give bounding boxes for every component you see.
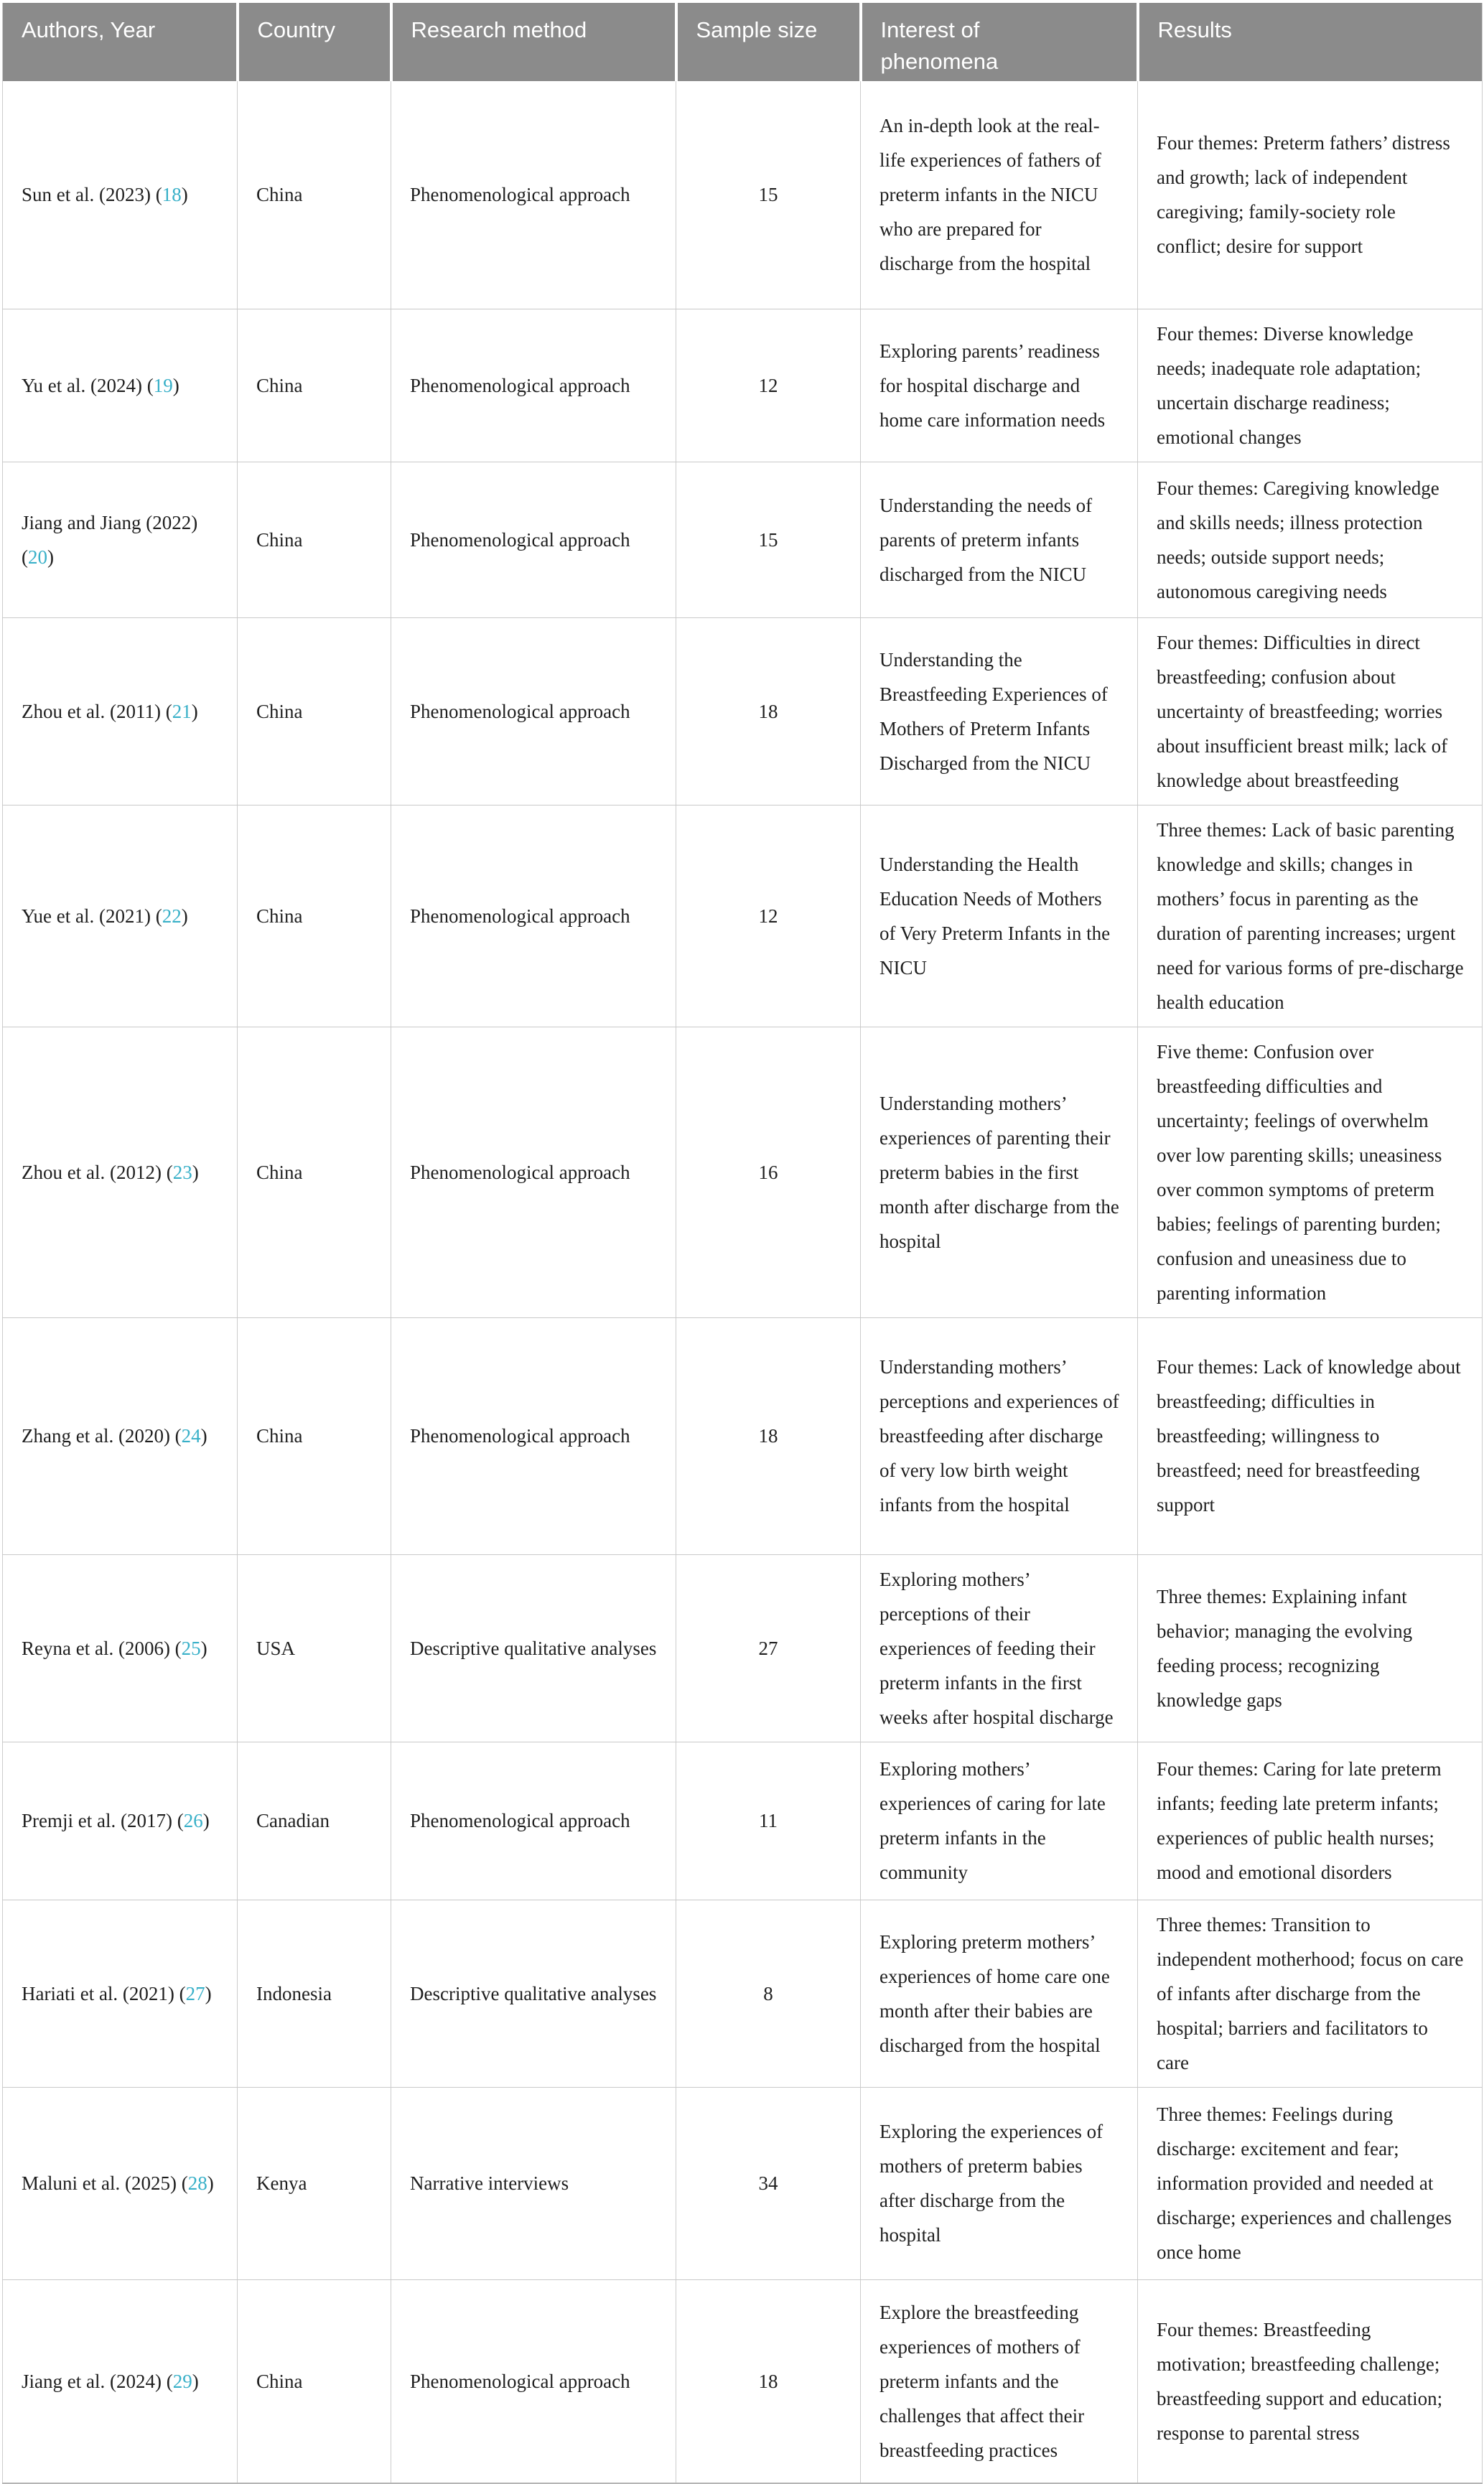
table-row [3,805,1483,1027]
sample-size-cell: 18 [676,1317,861,1554]
authors-suffix: ) [200,1425,207,1447]
results-cell: Four themes: Diverse knowledge needs; inadequate role adaptation; uncertain discharge readiness; emotional changes [1138,309,1483,462]
results-cell: Four themes: Lack of knowledge about breastfeeding; difficulties in breastfeeding; willingness to breastfeed; need for breastfeeding support [1138,1317,1483,1554]
sample-size-cell: 15 [676,462,861,617]
method-cell: Phenomenological approach [391,462,676,617]
method-cell: Phenomenological approach [391,1027,676,1317]
authors-suffix: ) [192,1161,199,1183]
sample-size-cell: 27 [676,1554,861,1742]
interest-cell: Exploring mothers’ experiences of caring for late preterm infants in the community [861,1742,1138,1900]
authors-text: Maluni et al. (2025) ( [22,2172,188,2194]
authors-suffix: ) [172,374,179,396]
results-cell: Three themes: Transition to independent motherhood; focus on care of infants after discharge from the hospital; barriers and facilitators to care [1138,1900,1483,2087]
authors-suffix: ) [192,2370,199,2392]
sample-size-cell: 11 [676,1742,861,1900]
authors-text: Hariati et al. (2021) ( [22,1982,186,2004]
citation-link[interactable]: 18 [162,184,182,206]
authors-cell [3,1554,238,1742]
method-cell: Narrative interviews [391,2087,676,2279]
citation-link[interactable]: 19 [153,374,173,396]
table-row [3,1317,1483,1554]
interest-cell: Exploring preterm mothers’ experiences of home care one month after their babies are discharged from the hospital [861,1900,1138,2087]
method-cell: Phenomenological approach [391,617,676,805]
authors-cell [3,309,238,462]
country-cell: China [238,805,391,1027]
authors-cell [3,1027,238,1317]
method-cell: Phenomenological approach [391,805,676,1027]
table-row [3,462,1483,617]
citation-link[interactable]: 22 [162,905,182,927]
authors-text: Yue et al. (2021) ( [22,905,162,927]
results-cell: Five theme: Confusion over breastfeeding difficulties and uncertainty; feelings of overwhelm over low parenting skills; uneasiness over common symptoms of preterm babies; feelings of parenting burden; confusion and uneasiness due to parenting information [1138,1027,1483,1317]
authors-text: Sun et al. (2023) ( [22,184,162,206]
citation-link[interactable]: 29 [172,2370,192,2392]
citation-link[interactable]: 25 [181,1637,201,1659]
col-header-interest-of-phenomena: Interest of phenomena [861,3,1138,81]
country-cell: China [238,2279,391,2483]
citation-link[interactable]: 20 [28,546,47,568]
authors-suffix: ) [181,905,188,927]
authors-suffix: ) [181,184,188,206]
method-cell: Phenomenological approach [391,2279,676,2483]
country-cell: USA [238,1554,391,1742]
authors-suffix: ) [191,700,198,722]
studies-table [2,3,1483,2484]
table-row [3,1027,1483,1317]
authors-suffix: ) [202,1810,210,1831]
authors-cell [3,805,238,1027]
interest-cell: Understanding mothers’ perceptions and experiences of breastfeeding after discharge of very low birth weight infants from the hospital [861,1317,1138,1554]
results-cell: Four themes: Preterm fathers’ distress and growth; lack of independent caregiving; family-society role conflict; desire for support [1138,81,1483,309]
sample-size-cell: 12 [676,309,861,462]
col-header-country: Country [238,3,391,81]
authors-cell [3,1900,238,2087]
country-cell: Indonesia [238,1900,391,2087]
results-cell: Four themes: Breastfeeding motivation; breastfeeding challenge; breastfeeding support and education; response to parental stress [1138,2279,1483,2483]
country-cell: China [238,309,391,462]
country-cell: China [238,462,391,617]
table-row [3,617,1483,805]
method-cell: Phenomenological approach [391,81,676,309]
interest-cell: Understanding the Health Education Needs of Mothers of Very Preterm Infants in the NICU [861,805,1138,1027]
results-cell: Four themes: Caregiving knowledge and skills needs; illness protection needs; outside support needs; autonomous caregiving needs [1138,462,1483,617]
col-header-research-method: Research method [391,3,676,81]
authors-cell [3,462,238,617]
sample-size-cell: 18 [676,2279,861,2483]
authors-text: Zhou et al. (2011) ( [22,700,172,722]
table-row [3,2087,1483,2279]
col-header-sample-size: Sample size [676,3,861,81]
authors-text: Yu et al. (2024) ( [22,374,154,396]
method-cell: Descriptive qualitative analyses [391,1554,676,1742]
citation-link[interactable]: 24 [181,1425,201,1447]
sample-size-cell: 16 [676,1027,861,1317]
results-cell: Three themes: Explaining infant behavior; managing the evolving feeding process; recognizing knowledge gaps [1138,1554,1483,1742]
authors-suffix: ) [200,1637,207,1659]
sample-size-cell: 8 [676,1900,861,2087]
country-cell: China [238,81,391,309]
authors-cell [3,2279,238,2483]
sample-size-cell: 34 [676,2087,861,2279]
authors-text: Premji et al. (2017) ( [22,1810,184,1831]
table-row [3,1900,1483,2087]
sample-size-cell: 12 [676,805,861,1027]
authors-suffix: ) [47,546,54,568]
authors-cell [3,1742,238,1900]
authors-text: Jiang and Jiang (2022) ( [22,511,198,568]
authors-suffix: ) [205,1982,212,2004]
citation-link[interactable]: 23 [172,1161,192,1183]
interest-cell: Explore the breastfeeding experiences of mothers of preterm infants and the challenges that affect their breastfeeding practices [861,2279,1138,2483]
interest-cell: Exploring parents’ readiness for hospital discharge and home care information needs [861,309,1138,462]
interest-cell: An in-depth look at the real-life experiences of fathers of preterm infants in the NICU who are prepared for discharge from the hospital [861,81,1138,309]
method-cell: Phenomenological approach [391,1742,676,1900]
country-cell: China [238,1027,391,1317]
interest-cell: Understanding the Breastfeeding Experiences of Mothers of Preterm Infants Discharged from the NICU [861,617,1138,805]
authors-text: Jiang et al. (2024) ( [22,2370,173,2392]
method-cell: Phenomenological approach [391,1317,676,1554]
table-row [3,1742,1483,1900]
authors-cell [3,81,238,309]
sample-size-cell: 15 [676,81,861,309]
method-cell: Phenomenological approach [391,309,676,462]
results-cell: Four themes: Difficulties in direct breastfeeding; confusion about uncertainty of breastfeeding; worries about insufficient breast milk; lack of knowledge about breastfeeding [1138,617,1483,805]
country-cell: Canadian [238,1742,391,1900]
table-row [3,81,1483,309]
authors-text: Reyna et al. (2006) ( [22,1637,182,1659]
header-row [3,3,1483,81]
authors-cell [3,2087,238,2279]
col-header-results: Results [1138,3,1483,81]
citation-link[interactable]: 21 [172,700,192,722]
citation-link[interactable]: 28 [187,2172,207,2194]
interest-cell: Understanding mothers’ experiences of parenting their preterm babies in the first month after discharge from the hospital [861,1027,1138,1317]
country-cell: China [238,617,391,805]
interest-cell: Exploring mothers’ perceptions of their experiences of feeding their preterm infants in the first weeks after hospital discharge [861,1554,1138,1742]
citation-link[interactable]: 26 [183,1810,203,1831]
sample-size-cell: 18 [676,617,861,805]
citation-link[interactable]: 27 [185,1982,205,2004]
results-cell: Three themes: Lack of basic parenting knowledge and skills; changes in mothers’ focus in parenting as the duration of parenting increases; urgent need for various forms of pre-discharge health education [1138,805,1483,1027]
method-cell: Descriptive qualitative analyses [391,1900,676,2087]
results-cell: Three themes: Feelings during discharge: excitement and fear; information provided and needed at discharge; experiences and challenges once home [1138,2087,1483,2279]
authors-text: Zhang et al. (2020) ( [22,1425,182,1447]
col-header-authors-year: Authors, Year [3,3,238,81]
table-row [3,309,1483,462]
results-cell: Four themes: Caring for late preterm infants; feeding late preterm infants; experiences of public health nurses; mood and emotional disorders [1138,1742,1483,1900]
interest-cell: Understanding the needs of parents of preterm infants discharged from the NICU [861,462,1138,617]
interest-cell: Exploring the experiences of mothers of preterm babies after discharge from the hospital [861,2087,1138,2279]
table-row [3,2279,1483,2483]
country-cell: China [238,1317,391,1554]
country-cell: Kenya [238,2087,391,2279]
authors-suffix: ) [207,2172,214,2194]
authors-cell [3,1317,238,1554]
table-row [3,1554,1483,1742]
authors-text: Zhou et al. (2012) ( [22,1161,173,1183]
authors-cell [3,617,238,805]
